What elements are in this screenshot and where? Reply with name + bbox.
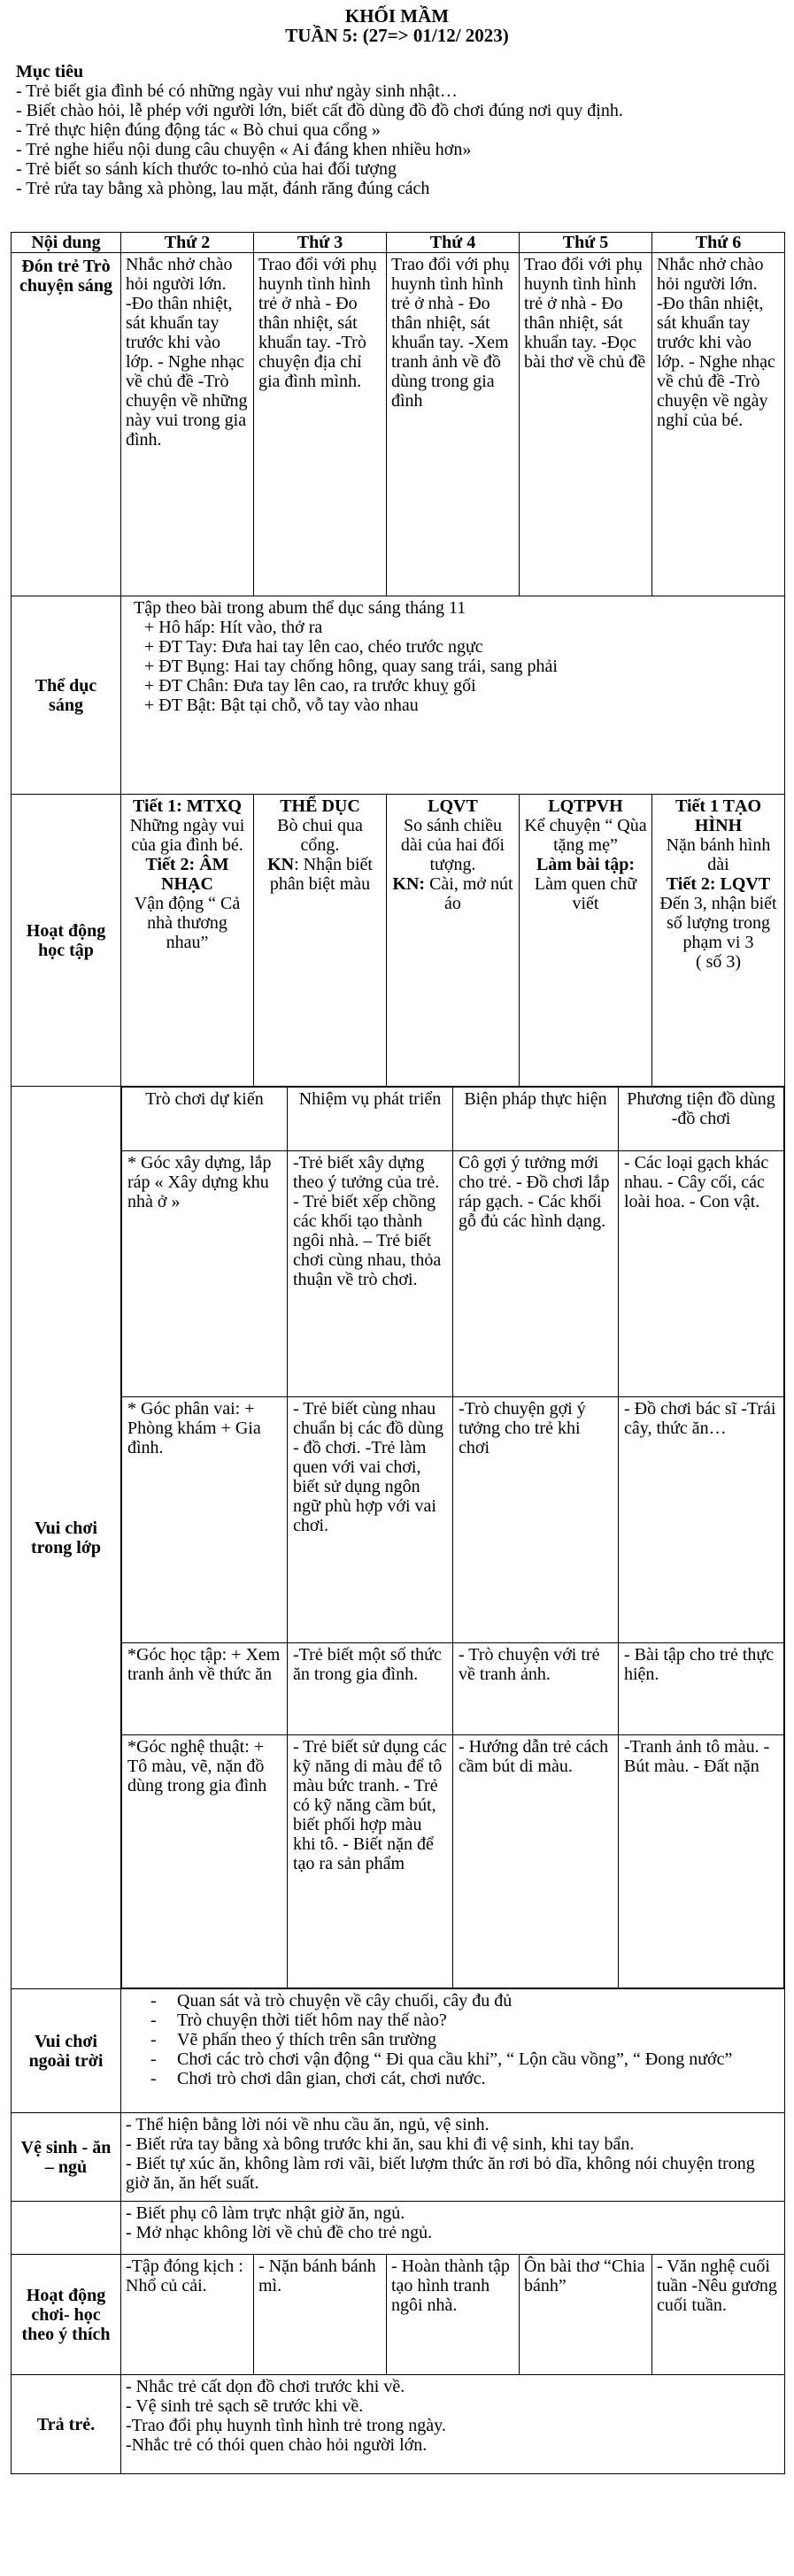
day-cell: -Tập đóng kịch : Nhổ củ cải.	[121, 2255, 254, 2375]
indoor-row	[122, 1643, 784, 1735]
hygiene-extra-row	[12, 2202, 785, 2255]
row-label: Trả trẻ.	[12, 2375, 121, 2474]
day-cell	[121, 795, 254, 1087]
indoor-cell: - Đồ chơi bác sĩ -Trái cây, thức ăn…	[619, 1397, 784, 1643]
period-title: Tiết 2: LQVT	[666, 874, 771, 894]
day-cell: Trao đổi với phụ huynh tình hình trẻ ở nhà - Đo thân nhiệt, sát khuẩn tay. -Xem tranh ảnh về đồ dùng trong gia đình	[387, 253, 520, 596]
exercise-line: + ĐT Tay: Đưa hai tay lên cao, chéo trước ngực	[144, 637, 483, 657]
hygiene-cell	[121, 2113, 785, 2202]
exercise-line: + ĐT Bật: Bật tại chỗ, vỗ tay vào nhau	[144, 696, 419, 715]
outdoor-play-cell	[121, 1989, 785, 2113]
skill-text: Làm quen chữ viết	[534, 874, 637, 913]
header-cell: Thứ 4	[387, 233, 520, 253]
exercise-line: Tập theo bài trong abum thể dục sáng tháng 11	[134, 598, 466, 618]
indoor-play-table	[121, 1087, 784, 1988]
day-cell: - Văn nghệ cuối tuần -Nêu gương cuối tuần.	[652, 2255, 785, 2375]
skill-text: : Nhận biết phân biệt màu	[269, 855, 373, 894]
indoor-header-cell: Biện pháp thực hiện	[453, 1088, 619, 1151]
indoor-cell: -Trò chuyện gợi ý tưởng cho trẻ khi chơi	[453, 1397, 619, 1643]
pickup-row	[12, 2375, 785, 2474]
day-cell: Trao đổi với phụ huynh tình hình trẻ ở nhà - Đo thân nhiệt, sát khuẩn tay. -Trò chuyện địa chỉ gia đình mình.	[254, 253, 387, 596]
period-title: LQVT	[428, 796, 478, 816]
period-text: Nặn bánh hình dài	[666, 835, 771, 874]
header-cell: Thứ 6	[652, 233, 785, 253]
row-label: Đón trẻ Trò chuyện sáng	[12, 253, 121, 596]
period-title: THỂ DỤC	[280, 796, 360, 816]
objectives-heading: Mục tiêu	[16, 62, 84, 81]
period-title: Tiết 1 TẠO HÌNH	[675, 796, 762, 835]
welcome-row	[12, 253, 785, 596]
header-cell: Nội dung	[12, 233, 121, 253]
indoor-header-cell: Phương tiện đồ dùng -đồ chơi	[619, 1088, 784, 1151]
period-title: Tiết 2: ÂM NHẠC	[145, 855, 229, 894]
indoor-cell: - Hướng dẫn trẻ cách cầm bút di màu.	[453, 1735, 619, 1988]
objective-item: - Trẻ biết gia đình bé có những ngày vui như ngày sinh nhật…	[16, 81, 458, 101]
skill-label: Làm bài tập:	[536, 855, 636, 874]
exercise-line: + ĐT Chân: Đưa tay lên cao, ra trước khuỵ gối	[144, 676, 476, 696]
indoor-header-cell: Trò chơi dự kiến	[122, 1088, 288, 1151]
list-item: - Vẽ phấn theo ý thích trên sân trường	[177, 2030, 780, 2049]
day-cell: - Hoàn thành tập tạo hình tranh ngôi nhà.	[387, 2255, 520, 2375]
indoor-cell: *Góc nghệ thuật: + Tô màu, vẽ, nặn đồ dùng trong gia đình	[122, 1735, 288, 1988]
row-label: Vệ sinh - ăn – ngủ	[12, 2113, 121, 2202]
indoor-play-row	[12, 1087, 785, 1989]
indoor-cell: - Trẻ biết cùng nhau chuẩn bị các đồ dùng - đồ chơi. -Trẻ làm quen với vai chơi, biết sử dụng ngôn ngữ phù hợp với vai chơi.	[288, 1397, 453, 1643]
header-row	[12, 233, 785, 253]
hygiene-line: - Biết tự xúc ăn, không làm rơi vãi, biết lượm thức ăn rơi bỏ dĩa, không nói chuyện trong giờ ăn, ăn hết suất.	[126, 2154, 755, 2193]
hygiene-line: - Thể hiện bằng lời nói về nhu cầu ăn, ngủ, vệ sinh.	[126, 2115, 490, 2134]
indoor-row	[122, 1151, 784, 1397]
indoor-play-cell	[121, 1087, 785, 1989]
objectives-section	[16, 62, 786, 198]
pickup-line: - Vệ sinh trẻ sạch sẽ trước khi về.	[126, 2396, 364, 2416]
indoor-cell: * Góc xây dựng, lắp ráp « Xây dựng khu nhà ở »	[122, 1151, 288, 1397]
indoor-cell: -Trẻ biết xây dựng theo ý tưởng của trẻ. - Trẻ biết xếp chồng các khối tạo thành ngôi nhà. – Trẻ biết chơi cùng nhau, thỏa thuận về trò chơi.	[288, 1151, 453, 1397]
exercise-line: + Hô hấp: Hít vào, thở ra	[144, 618, 323, 637]
outdoor-play-row	[12, 1989, 785, 2113]
indoor-cell: - Bài tập cho trẻ thực hiện.	[619, 1643, 784, 1735]
skill-text: Cài, mở nút áo	[425, 874, 513, 913]
row-label: Hoạt động chơi- học theo ý thích	[12, 2255, 121, 2375]
period-text: Đến 3, nhận biết số lượng trong phạm vi 3	[659, 894, 777, 952]
indoor-cell: Cô gợi ý tưởng mới cho trẻ. - Đồ chơi lắp ráp gạch. - Các khối gỗ đủ các hình dạng.	[453, 1151, 619, 1397]
indoor-cell: -Trẻ biết một số thức ăn trong gia đình.	[288, 1643, 453, 1735]
indoor-cell: - Các loại gạch khác nhau. - Cây cối, các loài hoa. - Con vật.	[619, 1151, 784, 1397]
exercise-line: + ĐT Bụng: Hai tay chống hông, quay sang trái, sang phải	[144, 657, 558, 676]
day-cell: Ôn bài thơ “Chia bánh”	[520, 2255, 652, 2375]
indoor-row	[122, 1735, 784, 1988]
list-item: - Quan sát và trò chuyện về cây chuối, cây đu đủ	[177, 1991, 780, 2011]
row-label: Vui chơi trong lớp	[12, 1087, 121, 1989]
indoor-row	[122, 1397, 784, 1643]
page-title: KHỐI MẦM	[344, 5, 450, 27]
period-note: ( số 3)	[695, 952, 742, 972]
list-item: - Chơi các trò chơi vận động “ Đi qua cầu khỉ”, “ Lộn cầu vồng”, “ Đong nước”	[177, 2049, 780, 2069]
list-item: - Trò chuyện thời tiết hôm nay thế nào?	[177, 2011, 780, 2030]
pickup-line: -Trao đổi phụ huynh tình hình trẻ trong ngày.	[126, 2416, 446, 2435]
header-cell: Thứ 2	[121, 233, 254, 253]
indoor-cell: -Tranh ảnh tô màu. - Bút màu. - Đất nặn	[619, 1735, 784, 1988]
day-cell	[652, 795, 785, 1087]
exercise-row	[12, 596, 785, 795]
afternoon-row	[12, 2255, 785, 2375]
learning-row	[12, 795, 785, 1087]
day-cell: Nhắc nhở chào hỏi người lớn. -Đo thân nhiệt, sát khuẩn tay trước khi vào lớp. - Nghe nhạc về chủ đề -Trò chuyện về những này vui trong gia đình.	[121, 253, 254, 596]
hygiene-line: - Mở nhạc không lời về chủ đề cho trẻ ngủ.	[126, 2223, 433, 2242]
indoor-cell: * Góc phân vai: + Phòng khám + Gia đình.	[122, 1397, 288, 1643]
hygiene-line: - Biết phụ cô làm trực nhật giờ ăn, ngủ.	[126, 2203, 405, 2223]
skill-label: KN	[267, 855, 295, 874]
period-title: Tiết 1: MTXQ	[133, 796, 242, 816]
indoor-cell: *Góc học tập: + Xem tranh ảnh về thức ăn	[122, 1643, 288, 1735]
period-text: Vận động “ Cả nhà thương nhau”	[134, 894, 241, 952]
day-cell: - Nặn bánh bánh mì.	[254, 2255, 387, 2375]
row-label: Hoạt động học tập	[12, 795, 121, 1087]
period-text: So sánh chiều dài của hai đối tượng.	[400, 816, 505, 874]
pickup-line: - Nhắc trẻ cất dọn đồ chơi trước khi về.	[126, 2377, 405, 2396]
indoor-cell: - Trò chuyện với trẻ về tranh ảnh.	[453, 1643, 619, 1735]
day-cell	[520, 795, 652, 1087]
period-title: LQTPVH	[548, 796, 623, 816]
row-label-empty	[12, 2202, 121, 2255]
list-item: - Chơi trò chơi dân gian, chơi cát, chơi nước.	[177, 2069, 780, 2088]
weekly-schedule-table	[11, 232, 785, 2474]
objective-item: - Trẻ rửa tay bằng xà phòng, lau mặt, đánh răng đúng cách	[16, 179, 430, 198]
objective-item: - Biết chào hỏi, lễ phép với người lớn, biết cất đồ dùng đồ đồ chơi đúng nơi quy định.	[16, 101, 623, 120]
skill-label: KN:	[392, 874, 426, 894]
day-cell	[254, 795, 387, 1087]
row-label: Thể dục sáng	[12, 596, 121, 795]
indoor-header-cell: Nhiệm vụ phát triển	[288, 1088, 453, 1151]
hygiene-row	[12, 2113, 785, 2202]
outdoor-list	[126, 1991, 780, 2088]
pickup-line: -Nhắc trẻ có thói quen chào hỏi người lớn.	[126, 2435, 428, 2455]
indoor-header-row	[122, 1088, 784, 1151]
period-text: Những ngày vui của gia đình bé.	[129, 816, 245, 855]
exercise-cell	[121, 596, 785, 795]
week-title: TUẦN 5: (27=> 01/12/ 2023)	[285, 25, 509, 46]
header-cell: Thứ 5	[520, 233, 652, 253]
pickup-cell	[121, 2375, 785, 2474]
day-cell: Nhắc nhở chào hỏi người lớn. -Đo thân nhiệt, sát khuẩn tay trước khi vào lớp. - Nghe nhạc về chủ đề -Trò chuyện về ngày nghỉ của bé.	[652, 253, 785, 596]
day-cell: Trao đổi với phụ huynh tình hình trẻ ở nhà - Đo thân nhiệt, sát khuẩn tay. -Đọc bài thơ về chủ đề	[520, 253, 652, 596]
hygiene-line: - Biết rửa tay bằng xà bông trước khi ăn, sau khi đi vệ sinh, khi tay bẩn.	[126, 2134, 635, 2154]
period-text: Bò chui qua cổng.	[277, 816, 363, 855]
header-cell: Thứ 3	[254, 233, 387, 253]
objective-item: - Trẻ nghe hiểu nội dung câu chuyện « Ai đáng khen nhiều hơn»	[16, 140, 472, 159]
row-label: Vui chơi ngoài trời	[12, 1989, 121, 2113]
objective-item: - Trẻ biết so sánh kích thước to-nhỏ của hai đối tượng	[16, 159, 397, 179]
period-text: Kể chuyện “ Qùa tặng mẹ”	[524, 816, 647, 855]
indoor-cell: - Trẻ biết sử dụng các kỹ năng di màu để tô màu bức tranh. - Trẻ có kỹ năng cầm bút, biết phối hợp màu khi tô. - Biết nặn để tạo ra sản phẩm	[288, 1735, 453, 1988]
day-cell	[387, 795, 520, 1087]
objective-item: - Trẻ thực hiện đúng động tác « Bò chui qua cổng »	[16, 120, 381, 140]
hygiene-extra-cell	[121, 2202, 785, 2255]
